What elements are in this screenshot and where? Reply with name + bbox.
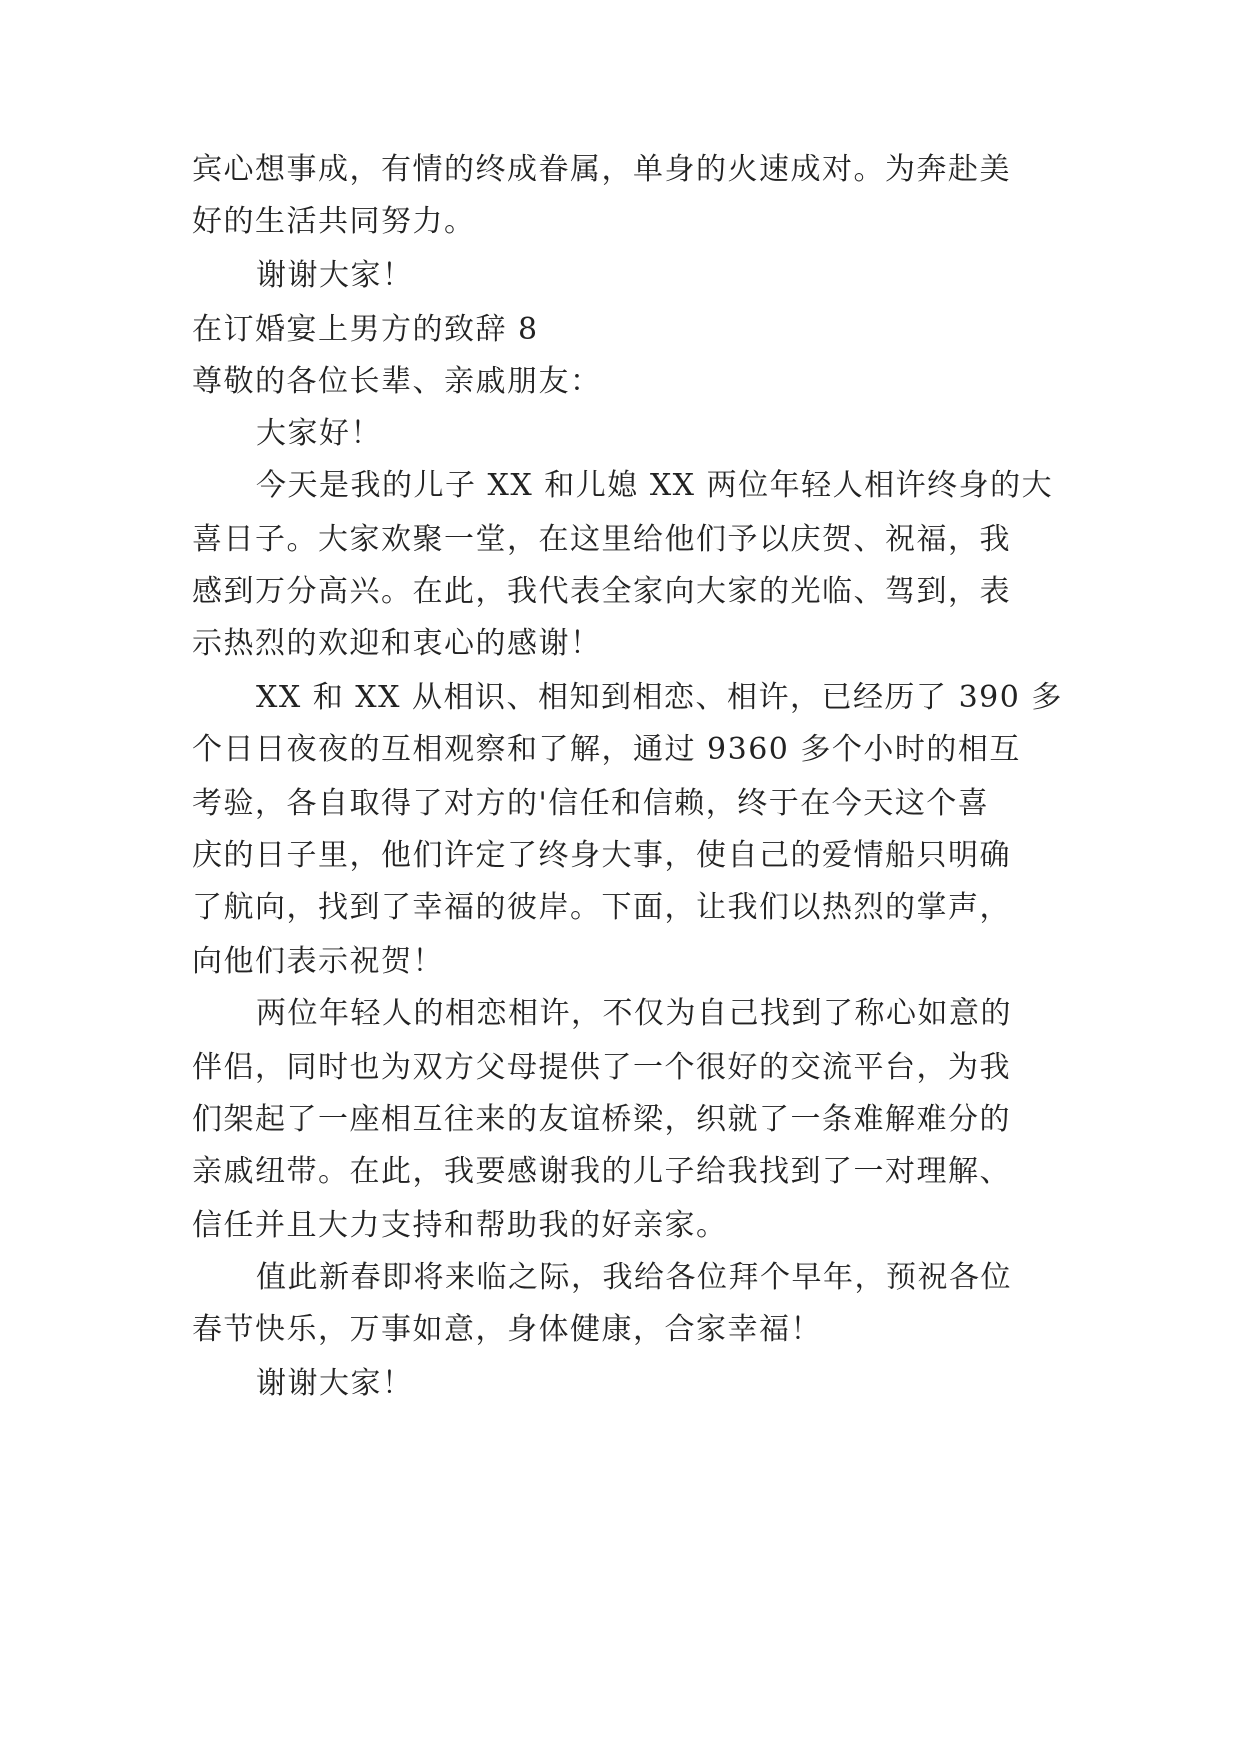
text-line: 们架起了一座相互往来的友谊桥梁，织就了一条难解难分的 bbox=[192, 1102, 1011, 1137]
text-line: 感到万分高兴。在此，我代表全家向大家的光临、驾到，表 bbox=[192, 574, 1011, 609]
text-line: 宾心想事成，有情的终成眷属，单身的火速成对。为奔赴美 bbox=[192, 152, 1011, 187]
text-line: 亲戚纽带。在此，我要感谢我的儿子给我找到了一对理解、 bbox=[192, 1154, 1011, 1189]
text-line: 两位年轻人的相恋相许，不仅为自己找到了称心如意的 bbox=[256, 996, 1012, 1031]
text-line: 喜日子。大家欢聚一堂，在这里给他们予以庆贺、祝福，我 bbox=[192, 522, 1011, 557]
text-line: 今天是我的儿子 XX 和儿媳 XX 两位年轻人相许终身的大 bbox=[256, 468, 1054, 503]
text-line: 考验，各自取得了对方的'信任和信赖，终于在今天这个喜 bbox=[192, 786, 990, 821]
text-line: 庆的日子里，他们许定了终身大事，使自己的爱情船只明确 bbox=[192, 838, 1011, 873]
closing-thanks: 谢谢大家！ bbox=[256, 1366, 414, 1401]
text-line: 向他们表示祝贺！ bbox=[192, 944, 444, 979]
closing-thanks: 谢谢大家！ bbox=[256, 258, 414, 293]
text-line: 了航向，找到了幸福的彼岸。下面，让我们以热烈的掌声， bbox=[192, 890, 1011, 925]
text-line: 好的生活共同努力。 bbox=[192, 204, 476, 239]
text-line: 个日日夜夜的互相观察和了解，通过 9360 多个小时的相互 bbox=[192, 732, 1021, 767]
text-line: 值此新春即将来临之际，我给各位拜个早年，预祝各位 bbox=[256, 1260, 1012, 1295]
text-line: 示热烈的欢迎和衷心的感谢！ bbox=[192, 626, 602, 661]
text-line: XX 和 XX 从相识、相知到相恋、相许，已经历了 390 多 bbox=[256, 680, 1063, 715]
salutation: 尊敬的各位长辈、亲戚朋友： bbox=[192, 364, 602, 399]
text-line: 伴侣，同时也为双方父母提供了一个很好的交流平台，为我 bbox=[192, 1050, 1011, 1085]
section-heading: 在订婚宴上男方的致辞 8 bbox=[192, 312, 539, 347]
text-line: 春节快乐，万事如意，身体健康，合家幸福！ bbox=[192, 1312, 822, 1347]
greeting: 大家好！ bbox=[256, 416, 382, 451]
text-line: 信任并且大力支持和帮助我的好亲家。 bbox=[192, 1208, 728, 1243]
